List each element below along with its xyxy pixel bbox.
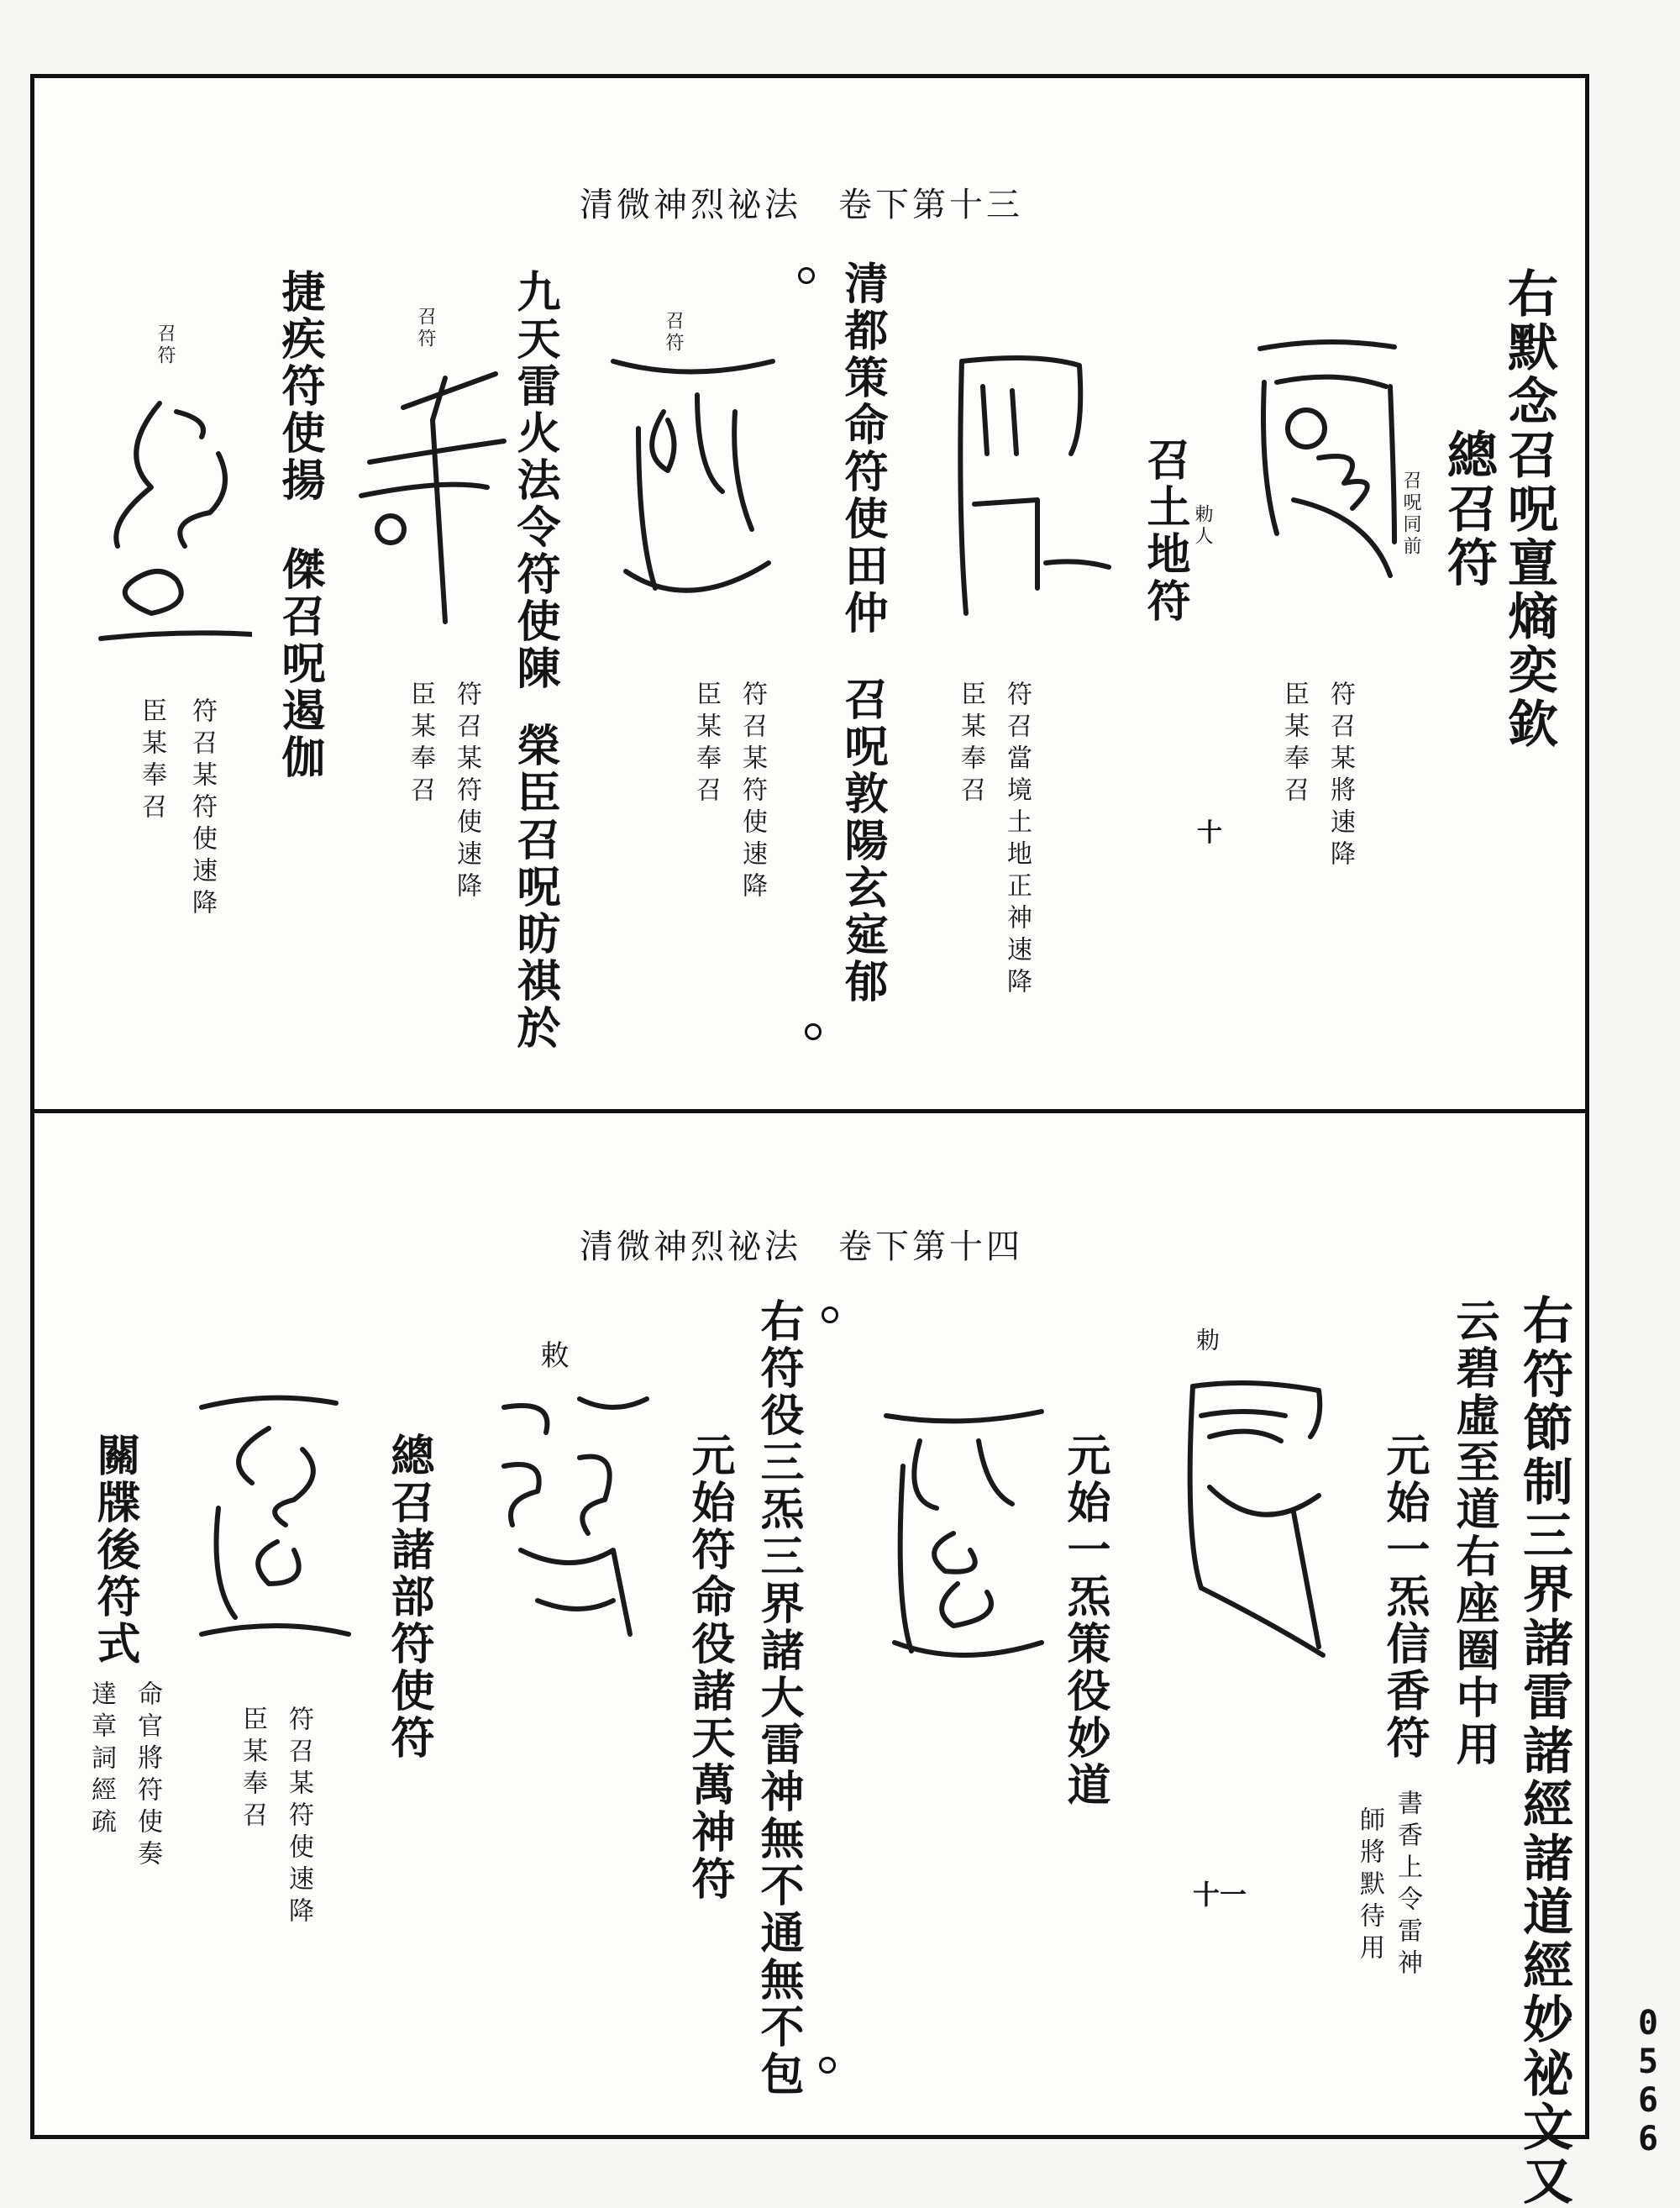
top-col-7: 召呪敦陽玄㝚郁 — [837, 676, 888, 1006]
bottom-col-3: 元始一炁信香符 — [1378, 1433, 1430, 1762]
bottom-col-2: 云碧虛至道右座圈中用 — [1448, 1298, 1499, 1769]
bottom-col-5: 右符役三炁三界諸大雷神無不通無不包 — [753, 1298, 804, 2098]
bottom-col-7: 總召諸部符使符 — [383, 1433, 434, 1762]
bottom-col-12: 達章詞經疏 — [87, 1680, 116, 1840]
top-talisman-label-2: 召符 — [663, 311, 684, 355]
top-col-4: 臣某奉召 — [1279, 681, 1309, 808]
bottom-col-4: 元始一炁策役妙道 — [1059, 1433, 1110, 1809]
top-col-11: 榮臣召呪昉祺於 — [509, 723, 560, 1052]
bottom-talisman-label-1: 勅 — [1193, 1327, 1221, 1354]
top-col-5: 召土地符 — [1139, 437, 1190, 625]
top-col-2-note: 召呪同前 — [1400, 471, 1421, 558]
page-number: 0566 — [1629, 2004, 1667, 2158]
bottom-col-9: 臣某奉召 — [238, 1706, 267, 1833]
top-col-19: 臣某奉召 — [137, 697, 166, 825]
bottom-mark-eleven: 十一 — [1193, 1879, 1247, 1911]
bottom-col-8: 符召某符使速降 — [284, 1706, 313, 1929]
top-col-17: 臣某奉召 — [406, 681, 435, 808]
bottom-col-3-note-1: 書香上令雷神 — [1393, 1790, 1422, 1981]
talisman-sigil — [878, 1391, 1046, 1676]
top-col-15: 傑召呪遏伽 — [274, 546, 325, 781]
bottom-col-10: 關牒後符式 — [89, 1433, 140, 1668]
top-col-13: 臣某奉召 — [691, 681, 721, 808]
top-col-10: 九天雷火法令符使陳 — [509, 269, 560, 692]
top-col-5-note: 勅人 — [1192, 504, 1213, 548]
top-col-3: 符召某將速降 — [1326, 681, 1355, 872]
bottom-talisman-label-3: 敕 — [535, 1340, 569, 1372]
top-talisman-label-3: 召符 — [415, 307, 436, 350]
bottom-col-3-note-2: 師將默待用 — [1355, 1806, 1384, 1966]
talisman-sigil — [487, 1382, 655, 1659]
top-circle-mark — [798, 267, 815, 284]
top-col-18: 符召某符使速降 — [187, 697, 217, 921]
bottom-col-6: 元始符命役諸天萬神符 — [684, 1433, 735, 1903]
top-col-8: 符召當境土地正神速降 — [1002, 681, 1032, 1000]
talisman-sigil — [185, 1382, 353, 1659]
panel-divider — [30, 1109, 1589, 1113]
bottom-col-1: 右符節制三界諸雷諸經諸道經妙祕文又 — [1515, 1294, 1573, 2208]
top-col-6: 清都策命符使田仲 — [837, 260, 888, 637]
bottom-col-11: 命官將符使奏 — [133, 1680, 162, 1872]
talisman-sigil — [353, 361, 521, 630]
talisman-sigil — [84, 386, 252, 655]
top-col-9: 臣某奉召 — [956, 681, 985, 808]
top-mark-ten: 十 — [1197, 818, 1222, 848]
top-col-14: 捷疾符使揚 — [274, 269, 325, 504]
top-col-16: 符召某符使速降 — [452, 681, 481, 904]
top-talisman-label-4: 召符 — [155, 323, 176, 367]
talisman-sigil — [945, 344, 1113, 630]
talisman-sigil — [605, 344, 781, 622]
bottom-circle-mark — [822, 1306, 838, 1323]
bottom-header: 清微神烈祕法 卷下第十四 — [580, 1228, 1023, 1266]
top-header: 清微神烈祕法 卷下第十三 — [580, 186, 1023, 224]
talisman-sigil — [1176, 1369, 1327, 1672]
top-col-2: 總召符 — [1439, 428, 1498, 590]
top-col-12: 符召某符使速降 — [738, 681, 767, 904]
talisman-sigil — [1243, 323, 1411, 601]
top-col-1: 右默念召呪亶熵奕欽 — [1499, 267, 1558, 751]
top-circle-mark — [805, 1023, 822, 1040]
bottom-circle-mark — [819, 2057, 836, 2074]
